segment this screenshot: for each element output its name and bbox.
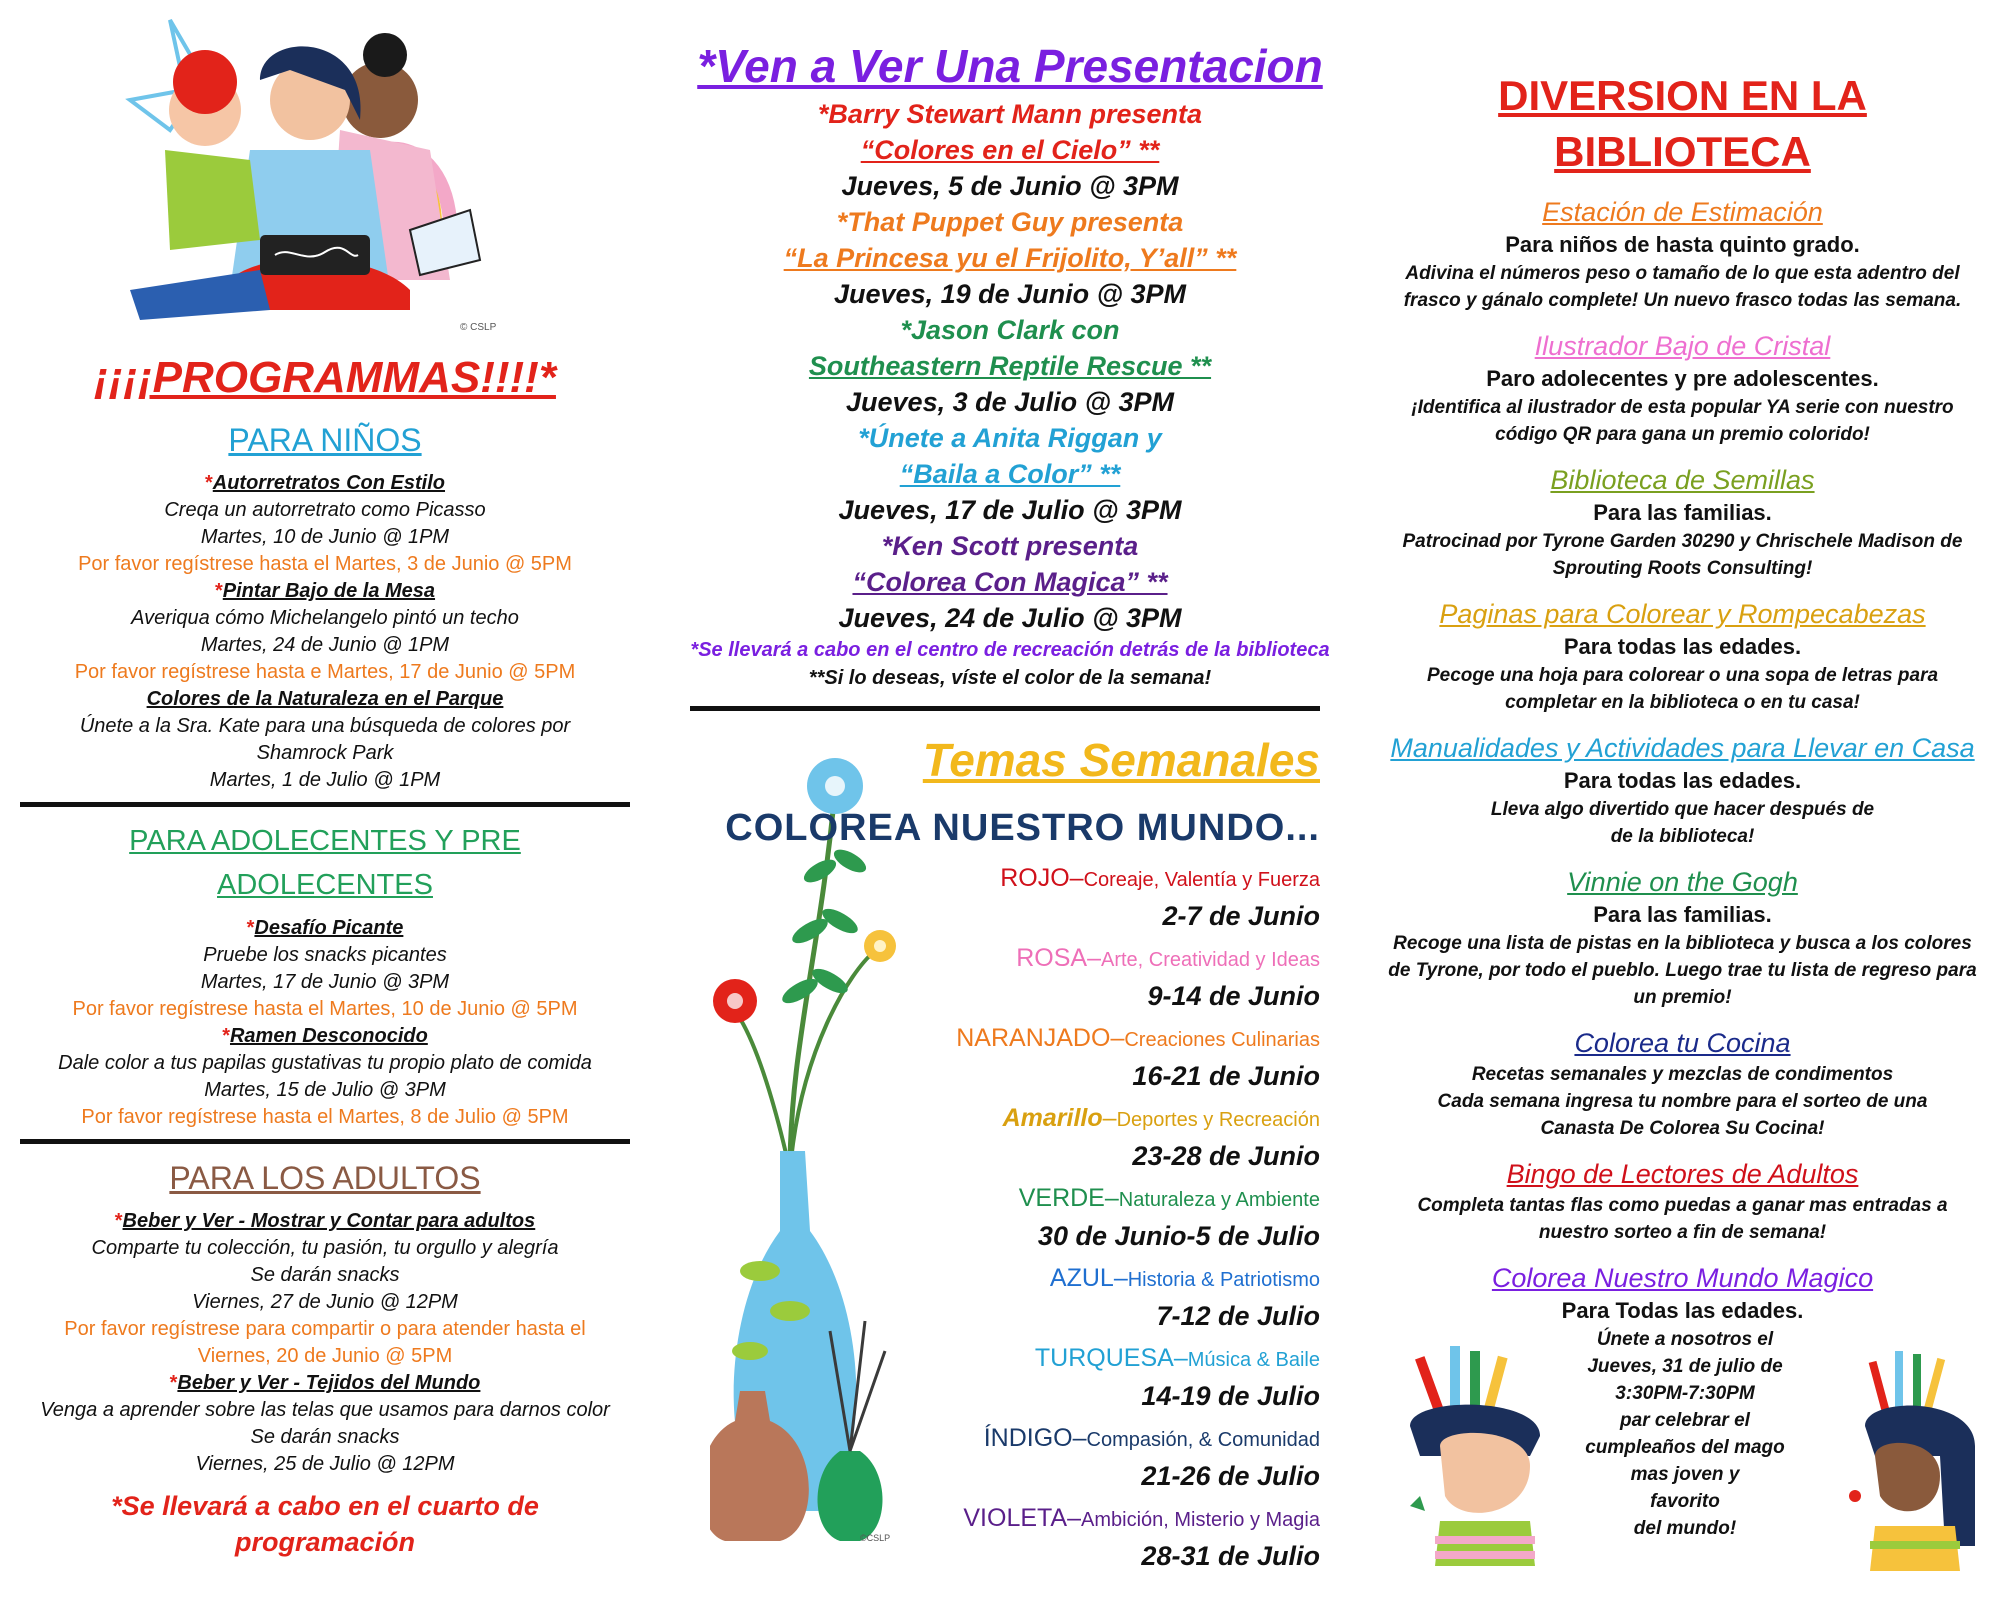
event-title: Pintar Bajo de la Mesa [222, 580, 436, 602]
activity-title: Colorea Nuestro Mundo Magico [1491, 1263, 1874, 1293]
magic-line: par celebrar el [1620, 1410, 1750, 1431]
event-register: Por favor regístrese hasta el Martes, 3 de Junio @ 5PM [78, 553, 572, 575]
activity-description: Patrocinad por Tyrone Garden 30290 y Chrischele Madison de [1402, 531, 1963, 552]
presentation-date: Jueves, 19 de Junio @ 3PM [834, 279, 1186, 309]
theme-subtitle: Música & Baile [1187, 1349, 1320, 1371]
presentation-title: “La Princesa yu el Frijolito, Y’all” ** [783, 243, 1237, 273]
event-star: * [222, 1025, 230, 1047]
event-desc-2: Se darán snacks [250, 1264, 400, 1286]
theme-color-name: AZUL [1049, 1264, 1114, 1292]
event-desc-2: Se darán snacks [250, 1426, 400, 1448]
activity-description: Completa tantas flas como puedas a ganar mas entradas a [1417, 1195, 1948, 1216]
section-divider [20, 802, 630, 807]
event-date: Viernes, 27 de Junio @ 12PM [192, 1291, 458, 1313]
event-register: Por favor regístrese para compartir o para atender hasta el [64, 1318, 586, 1340]
adults-heading: PARA LOS ADULTOS [169, 1160, 481, 1196]
theme-color-name: VIOLETA [963, 1504, 1068, 1532]
theme-dates: 28-31 de Julio [1141, 1541, 1320, 1571]
activity-description: frasco y gánalo complete! Un nuevo frasco todas las semana. [1403, 290, 1962, 311]
event-star: * [114, 1210, 123, 1232]
activity-audience: Para Todas las edades. [1561, 1298, 1804, 1323]
theme-subtitle: Naturaleza y Ambiente [1118, 1189, 1320, 1211]
kids-reading-icon [110, 10, 530, 340]
theme-subtitle: Compasión, & Comunidad [1086, 1429, 1320, 1451]
event-register: Por favor regístrese hasta el Martes, 8 de Julio @ 5PM [81, 1106, 569, 1128]
theme-item [956, 1421, 1320, 1495]
event-title: Beber y Ver - Mostrar y Contar para adultos [122, 1210, 536, 1232]
presentation-item [690, 312, 1330, 420]
presentation-title: “Baila a Color” ** [899, 459, 1121, 489]
theme-item [956, 1261, 1320, 1335]
event-title: Beber y Ver - Tejidos del Mundo [177, 1372, 481, 1394]
activity-item [1380, 462, 1985, 582]
presentation-date: Jueves, 3 de Julio @ 3PM [846, 387, 1174, 417]
theme-name-line: AZUL–Historia & Patriotismo [1049, 1264, 1320, 1292]
activity-title: Colorea tu Cocina [1574, 1028, 1791, 1058]
theme-item [956, 941, 1320, 1015]
presentations-list [690, 96, 1330, 636]
theme-name-line: TURQUESA–Música & Baile [1034, 1344, 1320, 1372]
activity-audience: Para las familias. [1593, 500, 1772, 525]
event-star: * [204, 472, 213, 494]
copyright-mark: © CSLP [460, 322, 497, 333]
theme-item [956, 1181, 1320, 1255]
activity-item [1380, 730, 1985, 850]
activity-description: Cada semana ingresa tu nombre para el sorteo de una [1437, 1091, 1928, 1112]
activity-audience: Para niños de hasta quinto grado. [1505, 232, 1860, 257]
activity-item [1380, 194, 1985, 314]
event-desc: Únete a la Sra. Kate para una búsqueda de colores por [79, 715, 571, 737]
event-date: Martes, 1 de Julio @ 1PM [209, 769, 441, 791]
teens-heading: PARA ADOLECENTES Y PRE ADOLECENTES [129, 825, 521, 901]
theme-dates: 9-14 de Junio [1147, 981, 1320, 1011]
presentation-item [690, 96, 1330, 204]
event-desc: Creqa un autorretrato como Picasso [164, 499, 486, 521]
theme-item [956, 1501, 1320, 1575]
event-title: Colores de la Naturaleza en el Parque [146, 688, 504, 710]
event-star: * [214, 580, 223, 602]
activity-audience: Para todas las edades. [1563, 634, 1802, 659]
theme-color-name: TURQUESA [1034, 1344, 1174, 1372]
activity-title: Estación de Estimación [1542, 197, 1823, 227]
presentation-date: Jueves, 24 de Julio @ 3PM [838, 603, 1182, 633]
event-date: Martes, 10 de Junio @ 1PM [200, 526, 450, 548]
magic-line: 3:30PM-7:30PM [1615, 1383, 1755, 1404]
event-desc-2: Shamrock Park [256, 742, 394, 764]
weekly-themes [690, 711, 1330, 1571]
presentation-item [690, 420, 1330, 528]
theme-color-name: ÍNDIGO [983, 1424, 1073, 1452]
theme-color-name: NARANJADO [956, 1024, 1111, 1052]
activity-item [1380, 596, 1985, 716]
event-autorretratos [20, 470, 630, 578]
activity-title: Ilustrador Bajo de Cristal [1534, 331, 1831, 361]
presentation-title: “Colorea Con Magica” ** [852, 567, 1168, 597]
activity-item [1380, 1156, 1985, 1246]
programs-title: ¡¡¡¡PROGRAMMAS!!!!* [94, 353, 556, 402]
theme-dates: 21-26 de Julio [1141, 1461, 1320, 1491]
activity-title: Paginas para Colorear y Rompecabezas [1439, 599, 1926, 629]
event-register: Por favor regístrese hasta el Martes, 10 de Junio @ 5PM [72, 998, 578, 1020]
theme-item [956, 1021, 1320, 1095]
activity-description: de Tyrone, por todo el pueblo. Luego trae tu lista de regreso para [1388, 960, 1977, 981]
magic-line: del mundo! [1633, 1518, 1737, 1539]
themes-heading: Temas Semanales [922, 734, 1320, 786]
magic-line: favorito [1650, 1491, 1720, 1512]
magician-boy-icon [1400, 1346, 1550, 1576]
theme-subtitle: Deportes y Recreación [1116, 1109, 1320, 1131]
activity-audience: Paro adolecentes y pre adolescentes. [1486, 366, 1879, 391]
theme-subtitle: Ambición, Misterio y Magia [1081, 1509, 1320, 1531]
kids-heading: PARA NIÑOS [228, 422, 422, 458]
presentation-item [690, 528, 1330, 636]
activity-title: Vinnie on the Gogh [1567, 867, 1798, 897]
presentations-heading: *Ven a Ver Una Presentacion [697, 40, 1323, 92]
event-register: Por favor regístrese hasta e Martes, 17 de Junio @ 5PM [74, 661, 576, 683]
theme-subtitle: Creaciones Culinarias [1124, 1029, 1320, 1051]
activity-description: completar en la biblioteca o en tu casa! [1505, 692, 1860, 713]
theme-name-line: VERDE–Naturaleza y Ambiente [1018, 1184, 1320, 1212]
magic-line: mas joven y [1630, 1464, 1740, 1485]
theme-item [956, 1341, 1320, 1415]
activity-audience: Para todas las edades. [1563, 768, 1802, 793]
theme-dates: 16-21 de Junio [1132, 1061, 1320, 1091]
kids-illustration [20, 0, 630, 350]
activities-column [1380, 0, 1985, 1600]
activity-item [1380, 864, 1985, 1011]
magic-description [1565, 1326, 1805, 1542]
theme-color-name: Amarillo [1002, 1104, 1103, 1132]
theme-subtitle: Historia & Patriotismo [1127, 1269, 1320, 1291]
theme-subtitle: Coreaje, Valentía y Fuerza [1083, 869, 1320, 891]
event-desc: Comparte tu colección, tu pasión, tu orgullo y alegría [91, 1237, 559, 1259]
vase-flowers-icon [710, 751, 910, 1541]
teen-events [20, 915, 630, 1131]
kids-events [20, 470, 630, 794]
presentations-location-note: *Se llevará a cabo en el centro de recreación detrás de la biblioteca [690, 639, 1330, 661]
activities-heading: DIVERSION EN LA BIBLIOTECA [1498, 72, 1867, 175]
activity-item [1380, 328, 1985, 448]
copyright-mark: ©CSLP [860, 1533, 891, 1541]
presentation-presenter: *Barry Stewart Mann presenta [817, 99, 1203, 129]
event-ramen [20, 1023, 630, 1131]
activity-description: nuestro sorteo a fin de semana! [1538, 1222, 1827, 1243]
event-title: Ramen Desconocido [229, 1025, 428, 1047]
theme-color-name: VERDE [1018, 1184, 1105, 1212]
theme-dates: 2-7 de Junio [1162, 901, 1320, 931]
presentation-date: Jueves, 5 de Junio @ 3PM [841, 171, 1179, 201]
event-title: Autorretratos Con Estilo [212, 472, 446, 494]
activity-audience: Para las familias. [1593, 902, 1772, 927]
theme-dates: 23-28 de Junio [1132, 1141, 1320, 1171]
event-date: Martes, 15 de Julio @ 3PM [204, 1079, 446, 1101]
presentation-presenter: *Jason Clark con [900, 315, 1120, 345]
theme-item [956, 1101, 1320, 1175]
presentations-column [690, 0, 1330, 1571]
activity-description: Adivina el números peso o tamaño de lo que esta adentro del [1405, 263, 1960, 284]
presentation-presenter: *That Puppet Guy presenta [836, 207, 1184, 237]
theme-color-name: ROJO [1000, 864, 1070, 892]
event-desafio [20, 915, 630, 1023]
presentation-presenter: *Únete a Anita Riggan y [858, 423, 1162, 453]
event-date: Viernes, 25 de Julio @ 12PM [195, 1453, 455, 1475]
event-pintar [20, 578, 630, 686]
activity-title: Bingo de Lectores de Adultos [1506, 1159, 1859, 1189]
activity-description: Recetas semanales y mezclas de condimentos [1471, 1064, 1894, 1085]
event-beber-tejidos [20, 1370, 630, 1478]
presentation-date: Jueves, 17 de Julio @ 3PM [838, 495, 1182, 525]
event-star: * [169, 1372, 178, 1394]
presentation-title: Southeastern Reptile Rescue ** [808, 351, 1212, 381]
event-desc: Venga a aprender sobre las telas que usamos para darnos color [40, 1399, 610, 1421]
activity-magic [1380, 1260, 1985, 1586]
theme-name-line: VIOLETA–Ambición, Misterio y Magia [963, 1504, 1320, 1532]
themes-list [956, 861, 1320, 1581]
event-star: * [246, 917, 255, 939]
themes-subheading: COLOREA NUESTRO MUNDO... [725, 807, 1320, 849]
theme-subtitle: Arte, Creatividad y Ideas [1101, 949, 1320, 971]
theme-color-name: ROSA [1016, 944, 1088, 972]
event-register-2: Viernes, 20 de Junio @ 5PM [197, 1345, 453, 1367]
magician-girl-icon [1845, 1346, 1985, 1576]
section-divider [20, 1139, 630, 1144]
theme-dates: 30 de Junio-5 de Julio [1037, 1221, 1320, 1251]
magic-line: Únete a nosotros el [1596, 1329, 1774, 1350]
event-date: Martes, 24 de Junio @ 1PM [200, 634, 450, 656]
activity-title: Biblioteca de Semillas [1550, 465, 1815, 495]
activity-title: Manualidades y Actividades para Llevar en Casa [1390, 733, 1975, 763]
activity-description: Canasta De Colorea Su Cocina! [1540, 1118, 1825, 1139]
activity-description: Sprouting Roots Consulting! [1552, 558, 1813, 579]
theme-name-line: NARANJADO–Creaciones Culinarias [956, 1024, 1320, 1052]
activity-item [1380, 1025, 1985, 1142]
presentation-title: “Colores en el Cielo” ** [860, 135, 1160, 165]
theme-name-line: Amarillo–Deportes y Recreación [1002, 1104, 1320, 1132]
activity-description: ¡Identifica al ilustrador de esta popular YA serie con nuestro [1411, 397, 1954, 418]
magic-event [1380, 1326, 1985, 1586]
adults-location-note: *Se llevará a cabo en el cuarto de programación [111, 1491, 539, 1557]
event-desc: Dale color a tus papilas gustativas tu propio plato de comida [58, 1052, 592, 1074]
event-date: Martes, 17 de Junio @ 3PM [200, 971, 450, 993]
event-desc: Averiqua cómo Michelangelo pintó un techo [131, 607, 519, 629]
theme-dates: 14-19 de Julio [1141, 1381, 1320, 1411]
activity-description: de la biblioteca! [1610, 826, 1755, 847]
magic-line: Jueves, 31 de julio de [1587, 1356, 1783, 1377]
theme-name-line: ROSA–Arte, Creatividad y Ideas [1016, 944, 1320, 972]
presentations-color-note: **Si lo deseas, víste el color de la semana! [808, 667, 1212, 689]
activities-list [1380, 194, 1985, 1246]
activity-description: Pecoge una hoja para colorear o una sopa de letras para [1426, 665, 1939, 686]
activity-description: código QR para gana un premio colorido! [1495, 424, 1870, 445]
activity-description: Recoge una lista de pistas en la biblioteca y busca a los colores [1393, 933, 1972, 954]
event-desc: Pruebe los snacks picantes [203, 944, 447, 966]
adult-events [20, 1208, 630, 1478]
presentation-item [690, 204, 1330, 312]
event-naturaleza [20, 686, 630, 794]
activity-description: Lleva algo divertido que hacer después de [1490, 799, 1875, 820]
activity-description: un premio! [1633, 987, 1732, 1008]
theme-item [956, 861, 1320, 935]
theme-name-line: ÍNDIGO–Compasión, & Comunidad [983, 1424, 1320, 1452]
magic-line: cumpleaños del mago [1585, 1437, 1785, 1458]
programs-column [20, 0, 630, 1560]
event-title: Desafío Picante [254, 917, 404, 939]
presentation-presenter: *Ken Scott presenta [881, 531, 1139, 561]
event-beber-mostrar [20, 1208, 630, 1370]
theme-name-line: ROJO–Coreaje, Valentía y Fuerza [1000, 864, 1320, 892]
theme-dates: 7-12 de Julio [1156, 1301, 1320, 1331]
